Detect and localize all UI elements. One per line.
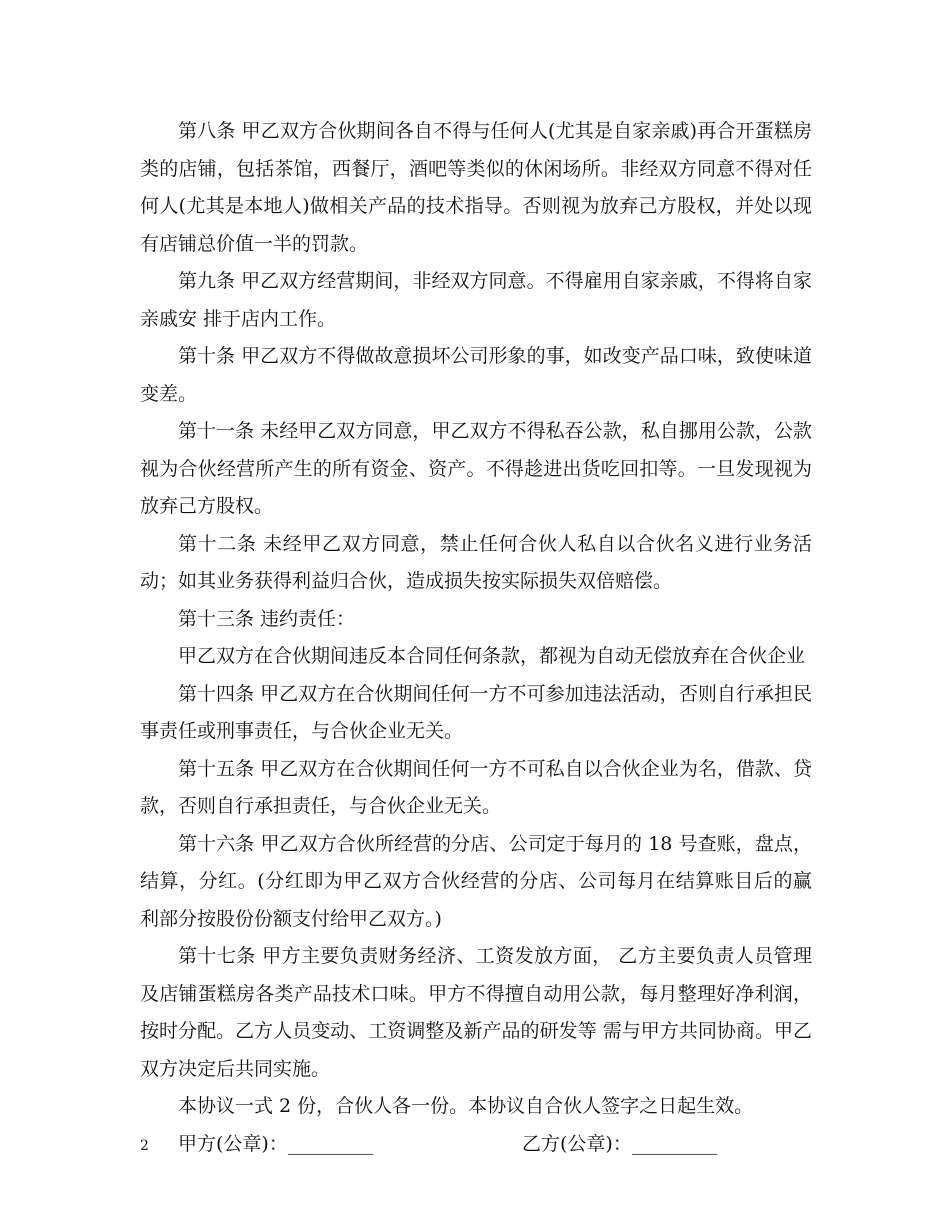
- clause-14: 第十四条 甲乙双方在合伙期间任何一方不可参加违法活动，否则自行承担民事责任或刑事责任，与合伙企业无关。: [140, 682, 812, 742]
- clause-12: 第十二条 未经甲乙双方同意，禁止任何合伙人私自以合伙名义进行业务活动；如其业务获得利益归合伙，造成损失按实际损失双倍赔偿。: [140, 532, 812, 592]
- clause-13-heading: 第十三条 违约责任：: [178, 607, 356, 630]
- clause-17: 第十七条 甲方主要负责财务经济、工资发放方面， 乙方主要负责人员管理及店铺蛋糕房各类产品技术口味。甲方不得擅自动用公款，每月整理好净利润，按时分配。乙方人员变动、工资调整及新产品的研发等 需与甲方共同协商。甲乙双方决定后共同实施。: [140, 945, 812, 1080]
- clause-8: 第八条 甲乙双方合伙期间各自不得与任何人(尤其是自家亲戚)再合开蛋糕房类的店铺，包括茶馆，西餐厅，酒吧等类似的休闲场所。非经双方同意不得对任何人(尤其是本地人)做相关产品的技术指导。否则视为放弃己方股权，并处以现有店铺总价值一半的罚款。: [140, 120, 812, 255]
- clause-15: 第十五条 甲乙双方在合伙期间任何一方不可私自以合伙企业为名，借款、贷款，否则自行承担责任，与合伙企业无关。: [140, 757, 812, 817]
- clause-10: 第十条 甲乙双方不得做故意损坏公司形象的事，如改变产品口味，致使味道变差。: [140, 345, 812, 405]
- page-number: 2: [140, 1138, 149, 1154]
- clause-13-body: 甲乙双方在合伙期间违反本合同任何条款，都视为自动无偿放弃在合伙企业: [178, 645, 806, 667]
- clause-11: 第十一条 未经甲乙双方同意，甲乙双方不得私吞公款，私自挪用公款，公款视为合伙经营所产生的所有资金、资产。不得趁进出货吃回扣等。一旦发现视为放弃己方股权。: [140, 420, 812, 517]
- agreement-copies-note: 本协议一式 2 份，合伙人各一份。本协议自合伙人签字之日起生效。: [178, 1095, 754, 1117]
- clause-16: 第十六条 甲乙双方合伙所经营的分店、公司定于每月的 18 号查账，盘点，结算，分红。(分红即为甲乙双方合伙经营的分店、公司每月在结算账目后的赢利部分按股份份额支付给甲乙双方。): [140, 832, 812, 930]
- signature-row: [140, 1126, 812, 1164]
- document-body: [140, 113, 812, 1163]
- clause-9: 第九条 甲乙双方经营期间，非经双方同意。不得雇用自家亲戚，不得将自家亲戚安 排于店内工作。: [140, 270, 812, 330]
- party-a-signature: 甲方(公章)：_________: [178, 1132, 374, 1155]
- party-b-signature: 乙方(公章)：_________: [522, 1132, 718, 1155]
